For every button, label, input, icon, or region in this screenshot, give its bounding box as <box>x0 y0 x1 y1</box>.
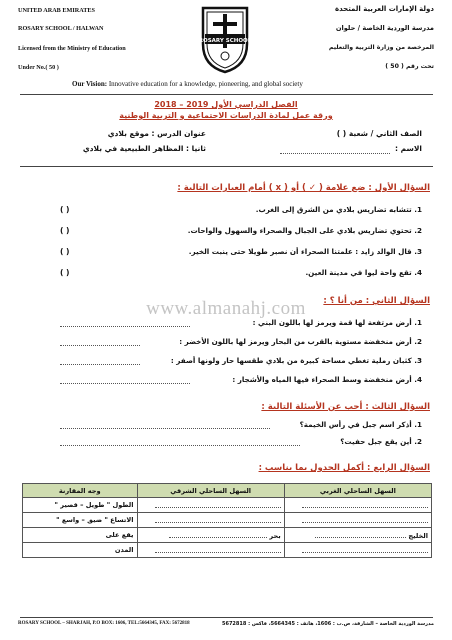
school-logo <box>197 4 253 74</box>
cell-east-location-text: بحر <box>269 531 281 540</box>
q1-answer-1[interactable]: ( ) <box>60 205 70 214</box>
q2-item-1: 1. أرض مرتفعة لها قمة ويرمز لها باللون البني : <box>252 318 422 327</box>
cell-west-width[interactable] <box>284 513 431 528</box>
row-label-cities: المدن <box>23 543 138 558</box>
q3-item-2: 2. أين يقع جبل حفيت؟ <box>340 437 422 446</box>
q2-answer-3[interactable] <box>60 364 140 365</box>
cell-west-location[interactable] <box>284 528 431 543</box>
cell-east-cities[interactable] <box>137 543 284 558</box>
q1-answer-4[interactable]: ( ) <box>60 268 70 277</box>
divider-footer <box>20 617 433 618</box>
cell-east-width[interactable] <box>137 513 284 528</box>
q2-item-4: 4. أرض منخفضة وسط الصحراء فيها المياه والأشجار : <box>232 375 422 384</box>
header-right-line-3: المرخصة من وزارة التربية والتعليم <box>328 44 434 51</box>
footer-english: ROSARY SCHOOL – SHARJAH, P.O BOX: 1606, TEL:5664345, FAX: 5672818 <box>18 621 190 626</box>
lesson-title: عنوان الدرس : موقع بلادي <box>107 129 206 138</box>
col-header-west: السهل الساحلي الغربي <box>284 484 431 498</box>
name-label: الاسم : <box>394 144 422 153</box>
q1-item-1: 1. تتشابه تضاريس بلادي من الشرق إلى الغرب. <box>255 205 422 214</box>
watermark: www.almanahj.com <box>146 298 306 319</box>
lesson-subtitle: ثانيا : المظاهر الطبيعية في بلادي <box>82 144 206 153</box>
cell-west-location-text: الخليج <box>408 531 428 540</box>
q1-item-4: 4. تقع واحة ليوا في مدينة العين. <box>305 268 422 277</box>
vision-statement <box>72 80 303 88</box>
q1-item-2: 2. تحتوي تضاريس بلادي على الجبال والصحراء والسهول والواحات. <box>187 226 422 235</box>
vision-label: Our Vision: <box>72 80 108 88</box>
cell-east-length[interactable] <box>137 498 284 513</box>
table-header-row <box>23 484 432 498</box>
header-right-line-1: دولة الإمارات العربية المتحدة <box>334 5 434 13</box>
logo-text: ROSARY SCHOOL <box>198 38 252 44</box>
cell-west-cities[interactable] <box>284 543 431 558</box>
name-field[interactable] <box>280 153 390 154</box>
q4-heading: السؤال الرابع : أكمل الجدول بما يناسب : <box>258 463 430 473</box>
q2-item-3: 3. كثبان رملية تغطي مساحة كبيرة من بلادي طقسها حار ولونها أصفر : <box>170 356 422 365</box>
vision-text: Innovative education for a knowledge, pioneering, and global society <box>107 80 303 88</box>
grade-label: الصف الثاني / شعبة ( ) <box>336 129 422 138</box>
cell-west-length[interactable] <box>284 498 431 513</box>
q1-answer-2[interactable]: ( ) <box>60 226 70 235</box>
term-title: الفصل الدراسي الأول 2019 – 2018 <box>154 100 298 109</box>
q1-answer-3[interactable]: ( ) <box>60 247 70 256</box>
subject-title: ورقة عمل لمادة الدراسات الاجتماعية و التربية الوطنية <box>119 111 333 120</box>
q3-heading: السؤال الثالث : أجب عن الأسئلة التالية : <box>261 402 430 412</box>
comparison-table <box>22 483 432 558</box>
divider-top <box>20 94 433 95</box>
q3-answer-2[interactable] <box>60 445 300 446</box>
header-left-line-3: Licensed from the Ministry of Education <box>18 45 126 52</box>
header-right-line-2: مدرسة الوردية الخاصة / حلوان <box>335 24 434 32</box>
col-header-east: السهل الساحلي الشرقي <box>137 484 284 498</box>
q2-item-2: 2. أرض منخفضة مستوية بالقرب من البحار ويرمز لها باللون الأخضر : <box>179 337 422 346</box>
col-header-criteria: وجه المقارنة <box>23 484 138 498</box>
q2-answer-4[interactable] <box>60 383 190 384</box>
table-row <box>23 513 432 528</box>
footer-arabic: مدرسة الوردية الخاصة – الشارقة، ص.ب : 1606، هاتف : 5664345، فاكس : 5672818 <box>221 621 434 627</box>
q3-answer-1[interactable] <box>60 428 270 429</box>
divider-info <box>20 166 433 167</box>
header-left-line-2: ROSARY SCHOOL / HALWAN <box>18 25 104 32</box>
header-left-line-1: UNITED ARAB EMIRATES <box>18 7 95 14</box>
q2-answer-2[interactable] <box>60 345 140 346</box>
row-label-length: الطول " طويل – قصير " <box>23 498 138 513</box>
cell-east-location[interactable] <box>137 528 284 543</box>
q3-item-1: 1. أذكر اسم جبل في رأس الخيمة؟ <box>299 420 422 429</box>
header-right-line-4: تحت رقم ( 50 ) <box>385 63 434 70</box>
header-left-line-4: Under No.( 50 ) <box>18 64 59 71</box>
q1-item-3: 3. قال الوالد زايد : علمتنا الصحراء أن نصبر طويلا حتى ينبت الخير. <box>188 247 422 256</box>
table-row <box>23 498 432 513</box>
row-label-location: يقع على <box>23 528 138 543</box>
q1-heading: السؤال الأول : ضع علامة ( ✓ ) أو ( x ) أمام العبارات التالية : <box>177 183 430 193</box>
table-row <box>23 528 432 543</box>
row-label-width: الاتساع " ضيق – واسع " <box>23 513 138 528</box>
q2-answer-1[interactable] <box>60 326 190 327</box>
q2-heading: السؤال الثاني : من أنا ؟ : <box>323 296 430 306</box>
table-row <box>23 543 432 558</box>
